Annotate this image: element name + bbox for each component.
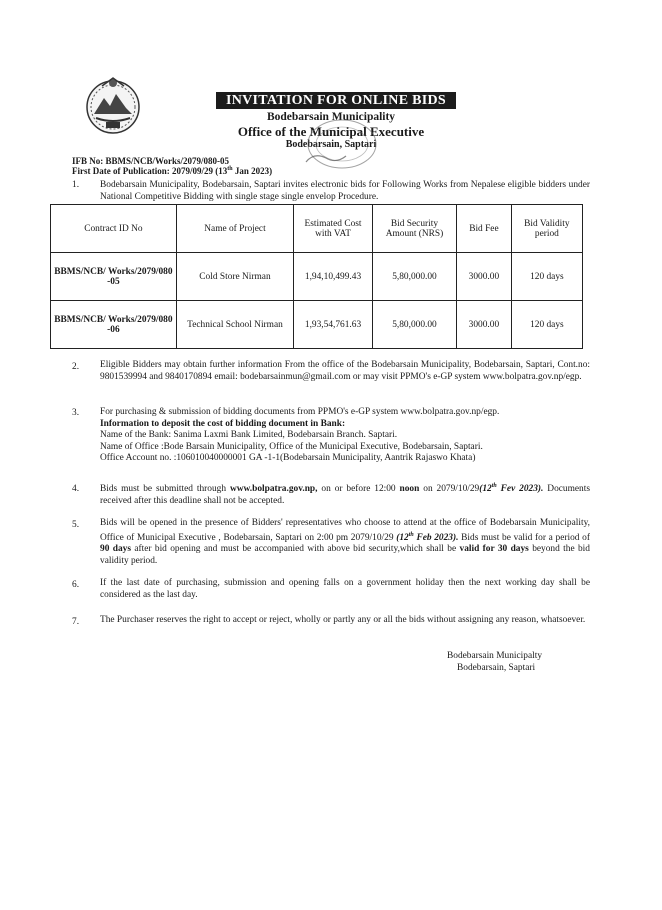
item-number: 1. (72, 180, 80, 190)
table-header: Bid Validity period (511, 205, 582, 253)
item-number: 5. (72, 520, 80, 530)
item-5-text: Bids will be opened in the presence of Bidders' representatives who choose to attend at the office of Bodebarsain Municipality, Office of Municipal Executive , Bodebarsain, Saptari on 2:00 pm 2079/10/29 (12th Feb 2023). Bids must be valid for a period of 90 days after bid opening and must be accompanied with above bid security,which shall be valid for 30 days beyond the bid validity period. (100, 518, 590, 566)
table-cell: 5,80,000.00 (372, 253, 456, 301)
item-1-text: Bodebarsain Municipality, Bodebarsain, Saptari invites electronic bids for Following Works from Nepalese eligible bidders under National Competitive Bidding with single stage single envelop Procedure. (100, 180, 590, 202)
item-3-line: For purchasing & submission of bidding documents from PPMO's e-GP system www.bolpatra.gov.np/egp. (100, 407, 500, 417)
table-header: Contract ID No (51, 205, 177, 253)
office-location: Bodebarsain, Saptari (285, 139, 377, 150)
table-cell: BBMS/NCB/ Works/2079/080 -06 (51, 301, 177, 349)
account-no-line: Office Account no. :106010040000001 GA -1-1(Bodebarsain Municipality, Aantrik Rajaswo Khata) (100, 453, 476, 464)
item-3-text (100, 407, 590, 465)
publication-date: First Date of Publication: 2079/09/29 (13th Jan 2023) (72, 166, 273, 176)
item-2-text: Eligible Bidders may obtain further information From the office of the Bodebarsain Municipality, Bodebarsain, Saptari, Cont.no: 9801539994 and 9840170894 email: bodebarsainmun@gmail.com or may visit PPMO's e-GP system www.bolpatra.gov.np/egp. (100, 360, 590, 382)
table-header-row (51, 205, 583, 253)
document-banner: INVITATION FOR ONLINE BIDS (216, 92, 456, 109)
table-cell: 3000.00 (457, 301, 512, 349)
table-row (51, 253, 583, 301)
item-number: 6. (72, 580, 80, 590)
item-7-text: The Purchaser reserves the right to accept or reject, wholly or partly any or all the bids without assigning any reason, whatsoever. (100, 615, 586, 625)
table-header: Name of Project (176, 205, 293, 253)
table-cell: 1,94,10,499.43 (294, 253, 373, 301)
bids-table (50, 204, 583, 349)
item-6-text: If the last date of purchasing, submission and opening falls on a government holiday then the next working day shall be considered as the last day. (100, 578, 590, 600)
bank-name-line: Name of the Bank: Sanima Laxmi Bank Limited, Bodebarsain Branch. Saptari. (100, 430, 398, 441)
table-cell: Cold Store Nirman (176, 253, 293, 301)
item-number: 7. (72, 617, 80, 627)
signature-line-1: Bodebarsain Municipalty (447, 651, 543, 661)
table-cell: BBMS/NCB/ Works/2079/080 -05 (51, 253, 177, 301)
table-cell: Technical School Nirman (176, 301, 293, 349)
table-cell: 5,80,000.00 (372, 301, 456, 349)
item-4-text: Bids must be submitted through www.bolpatra.gov.np, on or before 12:00 noon on 2079/10/29(12th Fev 2023). Documents received after this deadline shall not be accepted. (100, 483, 591, 506)
ifb-number: IFB No: BBMS/NCB/Works/2079/080-05 (72, 156, 230, 166)
office-name: Office of the Municipal Executive (237, 124, 425, 139)
item-number: 4. (72, 484, 80, 494)
table-header: Bid Security Amount (NRS) (372, 205, 456, 253)
table-cell: 1,93,54,761.63 (294, 301, 373, 349)
table-cell: 120 days (511, 253, 582, 301)
office-name-line: Name of Office :Bode Barsain Municipality, Office of the Municipal Executive, Bodebarsain, Saptari. (100, 441, 483, 452)
bank-info-heading: Information to deposit the cost of bidding document in Bank: (100, 418, 346, 429)
office-stamp-icon (286, 112, 378, 176)
table-header: Estimated Cost with VAT (294, 205, 373, 253)
table-cell: 3000.00 (457, 253, 512, 301)
table-row (51, 301, 583, 349)
item-number: 3. (72, 408, 80, 418)
signature-line-2: Bodebarsain, Saptari (457, 663, 536, 673)
table-header: Bid Fee (457, 205, 512, 253)
item-number: 2. (72, 362, 80, 372)
municipality-name: Bodebarsain Municipality (266, 111, 396, 123)
table-cell: 120 days (511, 301, 582, 349)
